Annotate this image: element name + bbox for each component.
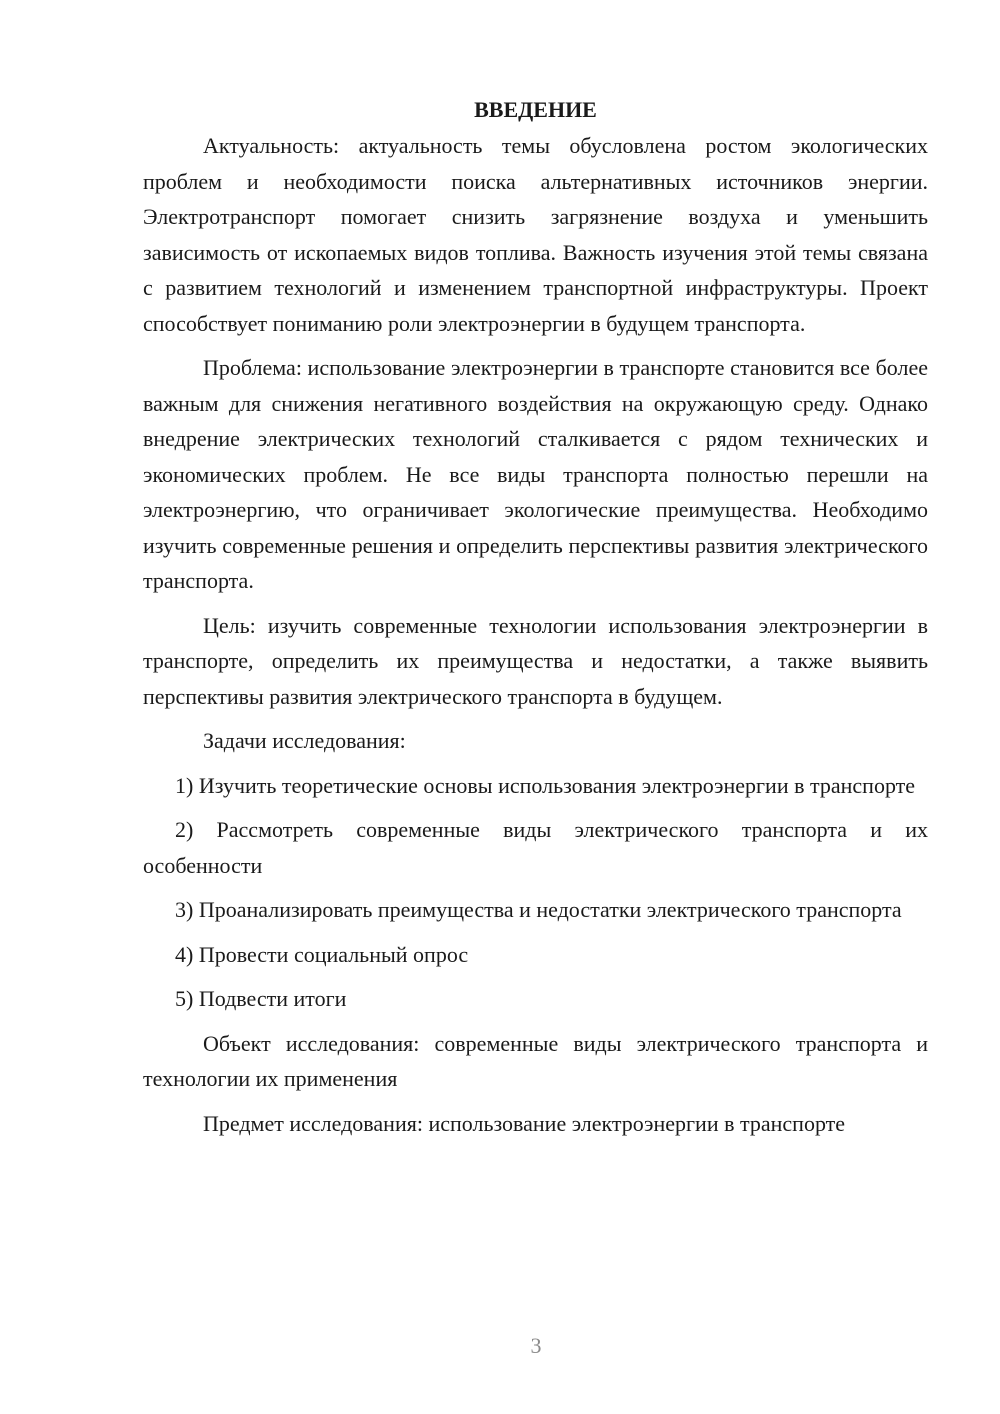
subject-paragraph: Предмет исследования: использование электроэнергии в транспорте (203, 1110, 846, 1136)
task-item: 4) Провести социальный опрос (175, 941, 469, 967)
page-number: 3 (530, 1333, 542, 1358)
problem-paragraph: Проблема: использование электроэнергии в транспорте становится все более важным для снижения негативного воздействия на окружающую среду. Однако внедрение электрических технологий сталкивается с рядом технических и экономических проблем. Не все виды транспорта полностью перешли на электроэнергию, что ограничивает экологические преимущества. Необходимо изучить современные решения и определить перспективы развития электрического транспорта. (143, 355, 928, 593)
section-heading: ВВЕДЕНИЕ (474, 97, 597, 122)
page-body (143, 92, 928, 1150)
task-item: 1) Изучить теоретические основы использования электроэнергии в транспорте (175, 772, 916, 798)
tasks-heading: Задачи исследования: (203, 728, 406, 753)
task-item: 2) Рассмотреть современные виды электрического транспорта и их особенности (143, 817, 928, 878)
goal-paragraph: Цель: изучить современные технологии использования электроэнергии в транспорте, определить их преимущества и недостатки, а также выявить перспективы развития электрического транспорта в будущем. (143, 612, 928, 709)
object-paragraph: Объект исследования: современные виды электрического транспорта и технологии их применения (143, 1030, 928, 1091)
task-item: 5) Подвести итоги (175, 986, 347, 1011)
task-item: 3) Проанализировать преимущества и недостатки электрического транспорта (175, 897, 902, 922)
relevance-paragraph: Актуальность: актуальность темы обусловлена ростом экологических проблем и необходимости поиска альтернативных источников энергии. Электротранспорт помогает снизить загрязнение воздуха и уменьшить зависимость от ископаемых видов топлива. Важность изучения этой темы связана с развитием технологий и изменением транспортной инфраструктуры. Проект способствует пониманию роли электроэнергии в будущем транспорта. (143, 133, 928, 336)
